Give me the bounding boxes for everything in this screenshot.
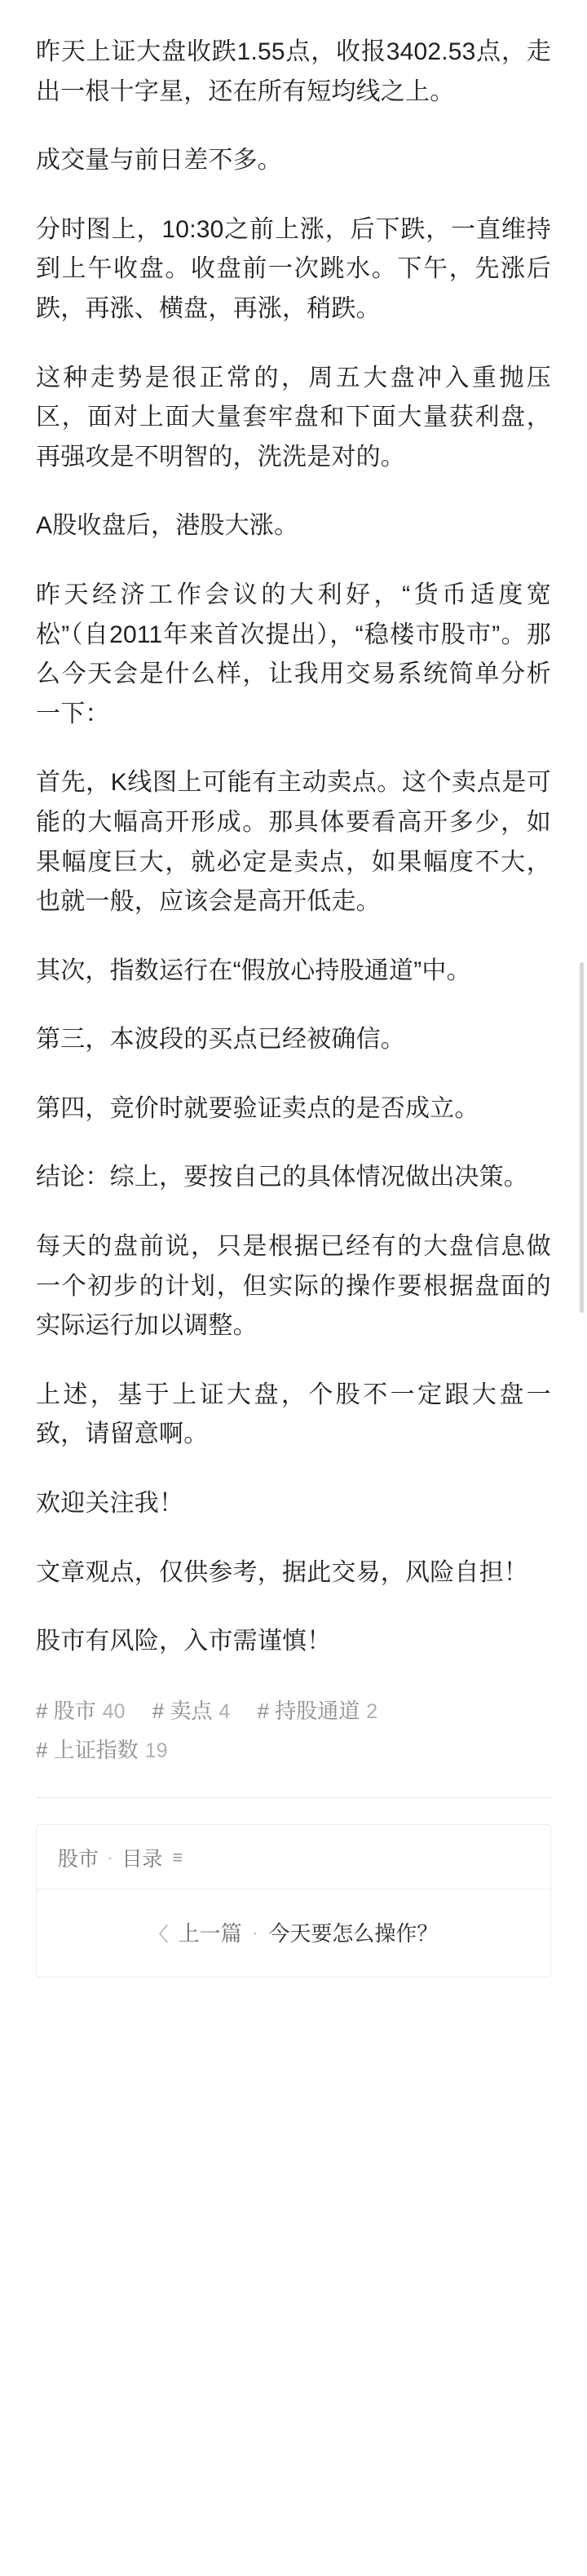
tag-count: 40 (102, 1699, 126, 1723)
article-paragraph: 文章观点，仅供参考，据此交易，风险自担！ (36, 1558, 528, 1586)
footer-catalog-link[interactable]: 目录 (121, 1848, 163, 1871)
prev-article-nav[interactable] (37, 1889, 550, 1977)
article-paragraph: 昨天上证大盘收跌1.55点，收报3402.53点，走出一根十字星，还在所有短均线之上。 (36, 38, 551, 105)
article-paragraph: 首先，K线图上可能有主动卖点。这个卖点是可能的大幅高开形成。那具体要看高开多少，如果幅度巨大，就必定是卖点，如果幅度不大，也就一般，应该会是高开低走。 (36, 769, 551, 916)
article-paragraph: 成交量与前日差不多。 (36, 147, 282, 175)
tag-label: # 持股通道 (257, 1698, 360, 1723)
tag-item[interactable] (258, 1691, 378, 1730)
tag-count: 19 (144, 1739, 168, 1763)
tag-list (36, 1691, 551, 1770)
article-paragraph: A股收盘后，港股大涨。 (36, 512, 299, 540)
footer-meta (37, 1825, 550, 1889)
article-paragraph: 股市有风险，入市需谨慎！ (36, 1628, 332, 1655)
vertical-scrollbar[interactable] (580, 962, 584, 1313)
prev-article-label: 上一篇 (178, 1921, 242, 1946)
article-paragraph: 其次，指数运行在“假放心持股通道”中。 (36, 957, 471, 984)
article-paragraph: 分时图上，10:30之前上涨，后下跌，一直维持到上午收盘。收盘前一次跳水。下午，先涨后跌，再涨、横盘，再涨，稍跌。 (36, 215, 551, 322)
tag-count: 4 (218, 1699, 231, 1723)
article-paragraph: 昨天经济工作会议的大利好，“货币适度宽松”（自2011年来首次提出），“稳楼市股市”。那么今天会是什么样，让我用交易系统简单分析一下： (36, 581, 551, 727)
tag-item[interactable] (152, 1691, 231, 1730)
section-divider (36, 1797, 551, 1798)
article-paragraph: 结论：综上，要按自己的具体情况做出决策。 (36, 1164, 528, 1191)
footer-separator: · (107, 1845, 114, 1869)
article-paragraph: 第三，本波段的买点已经被确信。 (36, 1026, 405, 1054)
tag-count: 2 (366, 1699, 378, 1723)
nav-dot: · (251, 1920, 259, 1945)
article-paragraph: 这种走势是很正常的，周五大盘冲入重抛压区，面对上面大量套牢盘和下面大量获利盘，再强攻是不明智的，洗洗是对的。 (36, 364, 551, 471)
tag-label: # 股市 (36, 1698, 96, 1723)
tag-item[interactable] (36, 1730, 168, 1770)
prev-article-title[interactable]: 今天要怎么操作？ (268, 1921, 439, 1946)
article-footer-card (36, 1824, 551, 1977)
article-paragraph: 第四，竞价时就要验证卖点的是否成立。 (36, 1094, 479, 1122)
chevron-left-icon: 〈 (148, 1924, 169, 1946)
tag-label: # 上证指数 (36, 1738, 139, 1763)
list-icon: ≡ (172, 1847, 183, 1868)
article-paragraph: 欢迎关注我！ (36, 1490, 184, 1518)
article-body (36, 33, 551, 1662)
tag-label: # 卖点 (152, 1698, 213, 1723)
article-paragraph: 上述，基于上证大盘，个股不一定跟大盘一致，请留意啊。 (36, 1381, 551, 1448)
article-paragraph: 每天的盘前说，只是根据已经有的大盘信息做一个初步的计划，但实际的操作要根据盘面的实际运行加以调整。 (36, 1233, 551, 1340)
tag-item[interactable] (36, 1691, 126, 1730)
footer-category[interactable]: 股市 (58, 1848, 99, 1871)
